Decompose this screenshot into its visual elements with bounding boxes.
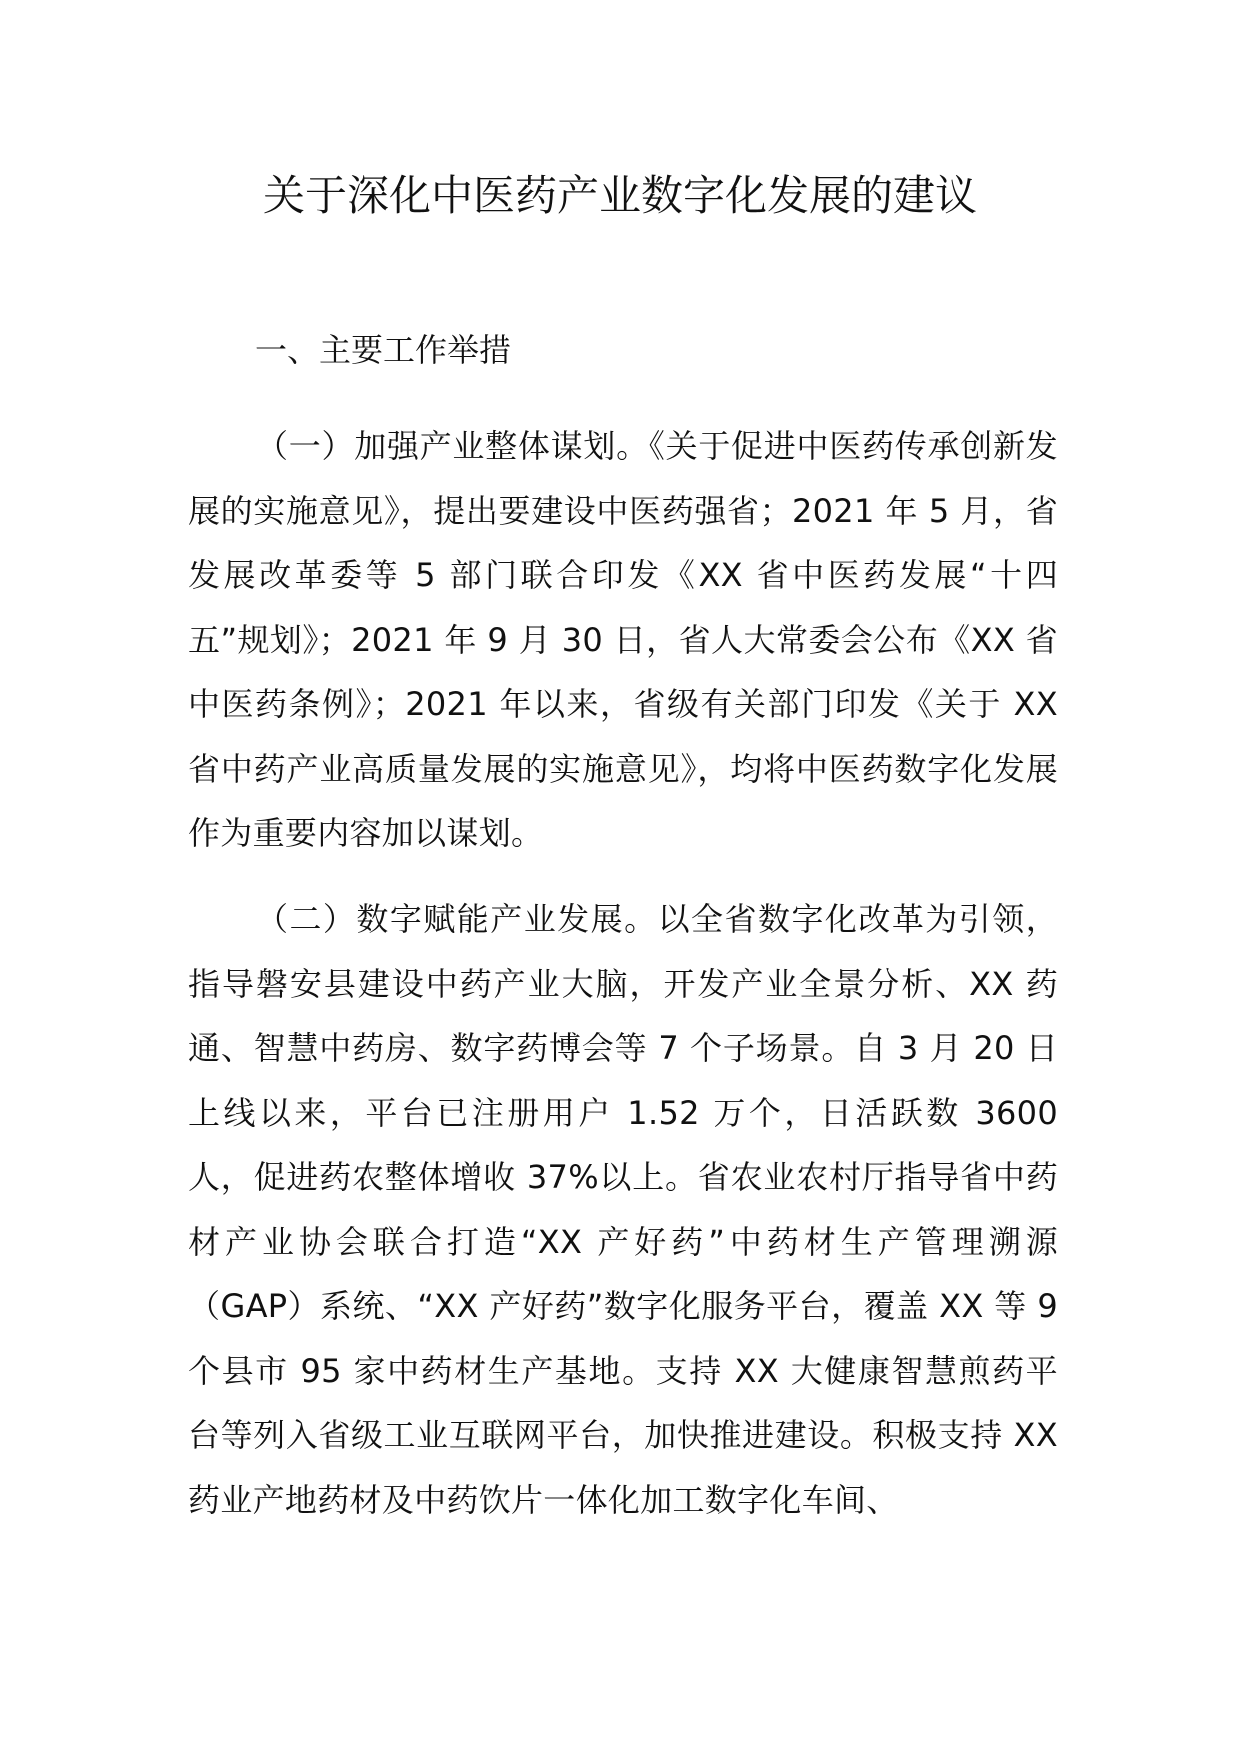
- paragraph-digital-empowerment: （二）数字赋能产业发展。以全省数字化改革为引领，指导磐安县建设中药产业大脑，开发产业全景分析、XX 药通、智慧中药房、数字药博会等 7 个子场景。自 3 月 20 日上线以来，平台已注册用户 1.52 万个，日活跃数 3600 人，促进药农整体增收 37%以上。省农业农村厅指导省中药材产业协会联合打造“XX 产好药”中药材生产管理溯源（GAP）系统、“XX 产好药”数字化服务平台，覆盖 XX 等 9 个县市 95 家中药材生产基地。支持 XX 大健康智慧煎药平台等列入省级工业互联网平台，加快推进建设。积极支持 XX 药业产地药材及中药饮片一体化加工数字化车间、: [188, 900, 1058, 1519]
- paragraph-strengthen-planning: （一）加强产业整体谋划。《关于促进中医药传承创新发展的实施意见》，提出要建设中医药强省；2021 年 5 月，省发展改革委等 5 部门联合印发《XX 省中医药发展“十四五”规划》；2021 年 9 月 30 日，省人大常委会公布《XX 省中医药条例》；2021 年以来，省级有关部门印发《关于 XX 省中药产业高质量发展的实施意见》，均将中医药数字化发展作为重要内容加以谋划。: [188, 427, 1058, 852]
- section-heading: 一、主要工作举措: [255, 331, 512, 369]
- document-title: 关于深化中医药产业数字化发展的建议: [262, 171, 977, 220]
